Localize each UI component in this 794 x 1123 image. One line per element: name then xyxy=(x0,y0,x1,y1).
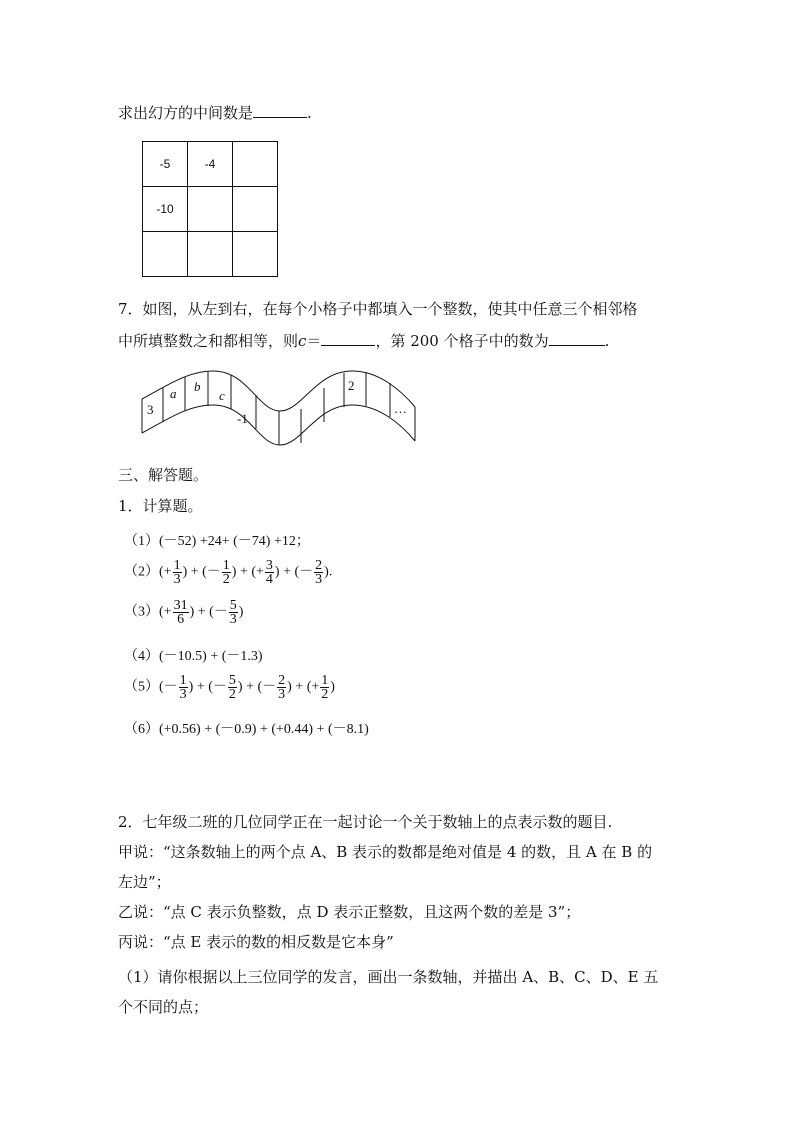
calc-item-4: （4）(－10.5) + (－1.3) xyxy=(124,649,263,664)
q7-end: . xyxy=(604,332,610,350)
wave-cell-c: c xyxy=(219,388,225,403)
fraction: $\frac{1}{3}$ xyxy=(173,558,181,587)
q2-title: 2．七年级二班的几位同学正在一起讨论一个关于数轴上的点表示数的题目. xyxy=(118,813,613,831)
intro-end: . xyxy=(307,104,312,122)
magic-cell-r3c3 xyxy=(233,232,278,277)
q2-bing: 丙说：“点 E 表示的数的相反数是它本身” xyxy=(118,933,394,951)
calc-item-6: （6）(+0.56) + (－0.9) + (+0.44) + (－8.1) xyxy=(124,722,369,737)
answer-blank-middle-number[interactable] xyxy=(253,103,307,118)
calc-item-1: （1）(－52) +24+ (－74) +12； xyxy=(124,534,310,549)
calc-label-2: （2） xyxy=(124,564,159,580)
q2-sub1-line-1: （1）请你根据以上三位同学的发言，画出一条数轴，并描出 A、B、C、D、E 五 xyxy=(118,968,659,986)
q7-line-2 xyxy=(118,331,609,351)
calc-item-2: （2）(+ $\frac{1}{3}$ ) + (－ $\frac{1}{2}$ ) + (+ $\frac{3}{4}$ ) + (－ $\frac{2}{3}$ ). xyxy=(124,558,333,587)
answer-blank-200th[interactable] xyxy=(549,331,605,346)
intro-text: 求出幻方的中间数是 xyxy=(118,104,254,122)
q2-sub1-line-2: 个不同的点； xyxy=(118,998,209,1016)
q1-title: 1．计算题。 xyxy=(118,497,203,515)
q2-jia-line-1: 甲说：“这条数轴上的两个点 A、B 表示的数都是绝对值是 4 的数，且 A 在 B 的 xyxy=(118,843,653,861)
fraction: $\frac{1}{2}$ xyxy=(222,558,230,587)
q7-line-1: 7．如图，从左到右，在每个小格子中都填入一个整数，使其中任意三个相邻格 xyxy=(118,300,638,318)
calc-item-5: （5）(－ $\frac{1}{3}$ ) + (－ $\frac{5}{2}$ ) + (－ $\frac{2}{3}$ ) + (+ $\frac{1}{2}$ ) xyxy=(124,673,335,702)
section-3-title: 三、解答题。 xyxy=(118,466,209,484)
magic-cell-r1c1: -5 xyxy=(143,142,188,187)
calc-item-3: （3）(+ $\frac{31}{6}$ ) + (－ $\frac{5}{3}$ ) xyxy=(124,598,244,627)
fraction: $\frac{5}{3}$ xyxy=(229,598,237,627)
fraction: $\frac{3}{4}$ xyxy=(265,558,273,587)
wave-top-edge xyxy=(142,371,415,411)
magic-cell-r3c1 xyxy=(143,232,188,277)
magic-square xyxy=(142,141,278,277)
q2-jia-line-2: 左边”； xyxy=(118,873,171,891)
fraction: $\frac{2}{3}$ xyxy=(278,673,286,702)
wave-cell-1: 3 xyxy=(147,402,154,417)
wave-cell-neg1: -1 xyxy=(237,411,248,426)
q7-text-b: ，第 200 个格子中的数为 xyxy=(375,332,549,350)
wave-grid-figure xyxy=(138,365,423,453)
fraction: $\frac{31}{6}$ xyxy=(173,598,188,627)
magic-cell-r1c2: -4 xyxy=(188,142,233,187)
wave-cell-b: b xyxy=(194,379,201,394)
intro-line xyxy=(118,103,312,123)
q7-variable-c: c xyxy=(298,332,307,350)
q7-text-a: 中所填整数之和都相等，则 xyxy=(118,332,299,350)
wave-cell-2: 2 xyxy=(348,378,355,393)
fraction: $\frac{1}{3}$ xyxy=(179,673,187,702)
fraction: $\frac{2}{3}$ xyxy=(315,558,323,587)
calc-label-3: （3） xyxy=(124,604,159,620)
magic-cell-r1c3 xyxy=(233,142,278,187)
magic-cell-r3c2 xyxy=(188,232,233,277)
magic-cell-r2c1: -10 xyxy=(143,187,188,232)
fraction: $\frac{1}{2}$ xyxy=(321,673,329,702)
magic-cell-r2c3 xyxy=(233,187,278,232)
fraction: $\frac{5}{2}$ xyxy=(228,673,236,702)
wave-cell-a: a xyxy=(170,386,177,401)
calc-label-5: （5） xyxy=(124,679,159,695)
q2-yi: 乙说：“点 C 表示负整数，点 D 表示正整数，且这两个数的差是 3”； xyxy=(118,903,581,921)
magic-cell-r2c2 xyxy=(188,187,233,232)
wave-cell-ellipsis: … xyxy=(394,401,407,416)
answer-blank-c[interactable] xyxy=(321,331,375,346)
q7-equals: ＝ xyxy=(306,332,322,350)
